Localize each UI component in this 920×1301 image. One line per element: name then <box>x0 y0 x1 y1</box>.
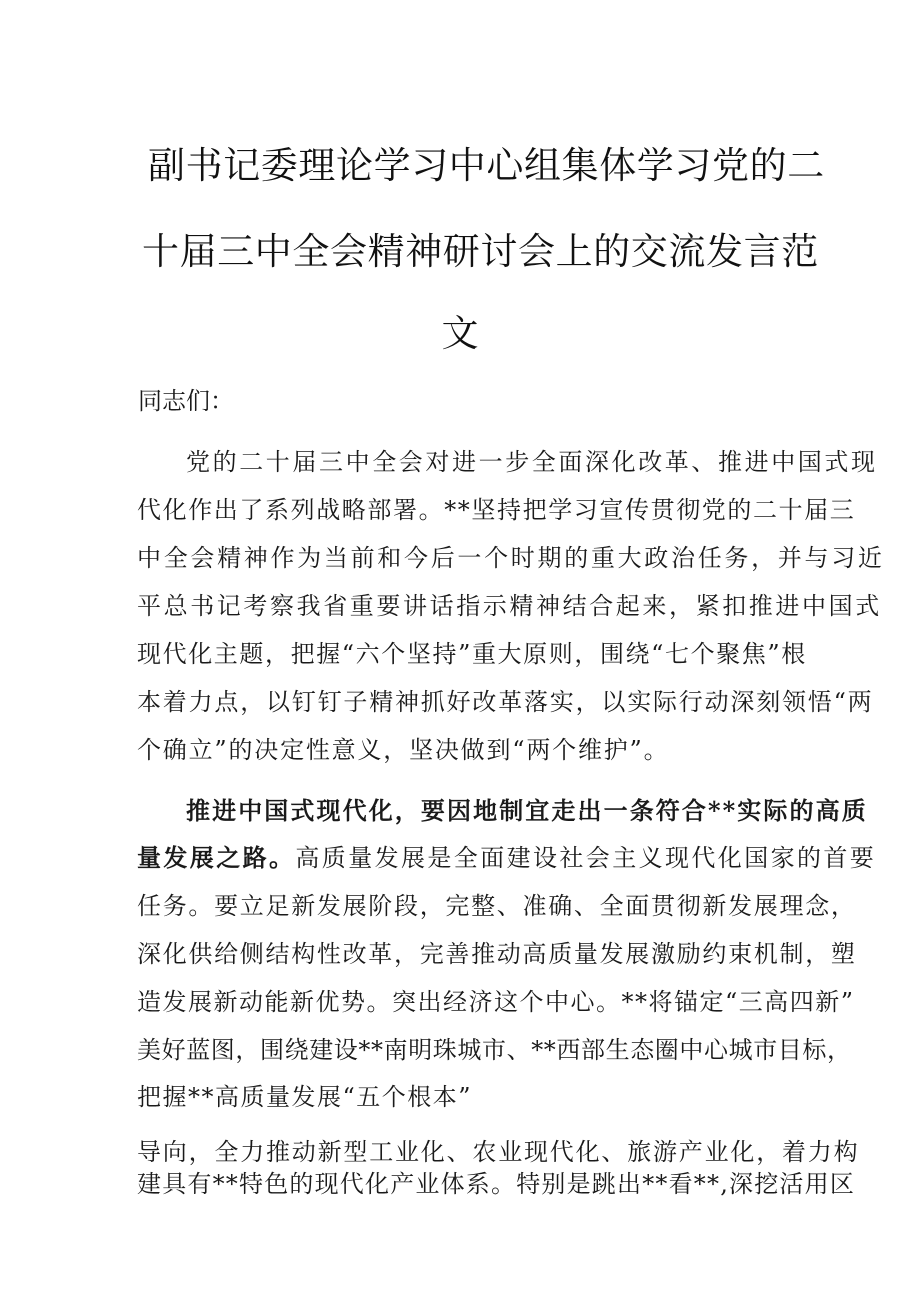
paragraph-line: 本着力点，以钉钉子精神抓好改革落实，以实际行动深刻领悟“两 <box>137 688 874 716</box>
paragraph-line: 造发展新动能新优势。突出经济这个中心。**将锚定“三高四新” <box>137 988 855 1016</box>
paragraph-line: 中全会精神作为当前和今后一个时期的重大政治任务，并与习近 <box>137 544 885 572</box>
paragraph-line: 党的二十届三中全会对进一步全面深化改革、推进中国式现 <box>186 448 878 476</box>
paragraph-line: 任务。要立足新发展阶段，完整、准确、全面贯彻新发展理念， <box>137 892 857 920</box>
paragraph-line <box>137 843 876 873</box>
salutation: 同志们： <box>138 387 234 415</box>
paragraph-line: 个确立”的决定性意义，坚决做到“两个维护”。 <box>137 736 670 764</box>
paragraph-line: 建具有**特色的现代化产业体系。特别是跳出**看**,深挖活用区 <box>137 1170 856 1198</box>
title-line-3: 文 <box>441 312 479 355</box>
bold-heading-line: 推进中国式现代化，要因地制宜走出一条符合**实际的高质 <box>186 796 868 825</box>
title-line-1: 副书记委理论学习中心组集体学习党的二 <box>148 144 825 187</box>
paragraph-line: 深化供给侧结构性改革，完善推动高质量发展激励约束机制，塑 <box>137 940 857 968</box>
paragraph-line: 把握**高质量发展“五个根本” <box>137 1083 473 1111</box>
paragraph-line: 美好蓝图，围绕建设**南明珠城市、**西部生态圈中心城市目标， <box>137 1036 852 1064</box>
paragraph-line: 代化作出了系列战略部署。**坚持把学习宣传贯彻党的二十届三 <box>137 496 856 524</box>
paragraph-line: 现代化主题，把握“六个坚持”重大原则，围绕“七个聚焦”根 <box>137 640 807 668</box>
bold-heading-prefix: 量发展之路。 <box>137 843 296 872</box>
paragraph-line: 导向，全力推动新型工业化、农业现代化、旅游产业化，着力构 <box>137 1138 860 1166</box>
paragraph-line-rest: 高质量发展是全面建设社会主义现代化国家的首要 <box>295 844 877 872</box>
paragraph-line: 平总书记考察我省重要讲话指示精神结合起来，紧扣推进中国式 <box>137 592 882 620</box>
title-line-2: 十届三中全会精神研讨会上的交流发言范 <box>142 230 819 273</box>
